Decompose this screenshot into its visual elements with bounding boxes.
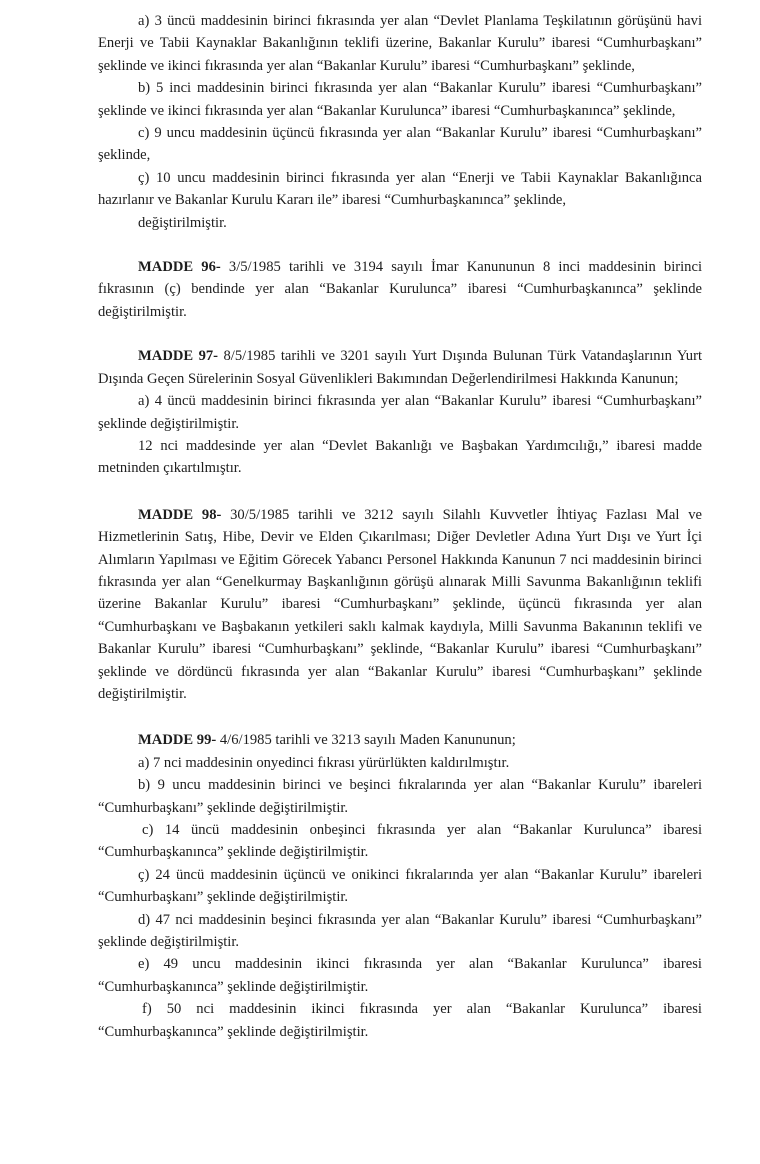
article-99-label: MADDE 99- xyxy=(138,732,217,749)
article-97-item-a: a) 4 üncü maddesinin birinci fıkrasında yer alan “Bakanlar Kurulu” ibaresi “Cumhurbaşkanı” şeklinde değiştirilmiştir. xyxy=(98,393,702,432)
article-99-item-c: c) 14 üncü maddesinin onbeşinci fıkrasında yer alan “Bakanlar Kurulunca” ibaresi “Cumhurbaşkanınca” şeklinde değiştirilmiştir. xyxy=(98,822,702,861)
paragraph-cc: ç) 10 uncu maddesinin birinci fıkrasında yer alan “Enerji ve Tabii Kaynaklar Bakanlığınca hazırlanır ve Bakanlar Kurulu Kararı ile” ibaresi “Cumhurbaşkanınca” şeklinde, xyxy=(98,169,702,209)
article-97-label: MADDE 97- xyxy=(138,348,219,365)
article-96-label: MADDE 96- xyxy=(138,259,221,276)
article-98-text: 30/5/1985 tarihli ve 3212 sayılı Silahlı Kuvvetler İhtiyaç Fazlası Mal ve Hizmetlerinin Satış, Hibe, Devir ve Elden Çıkarılması; Diğer Devletler Adına Yurt Dışı ve Yurt İçi Alımların Yapılması ve Eğitim Görecek Yabancı Personel Hakkında Kanunun 7 nci maddesinin birinci fıkrasında yer alan “Genelkurmay Başkanlığının görüşü alınarak Milli Savunma Bakanlığının teklifi üzerine Bakanlar Kurulu” ibaresi “Cumhurbaşkanı” şeklinde, üçüncü fıkrasında yer alan “Cumhurbaşkanı ve Başbakanın yetkileri saklı kalmak kaydıyla, Milli Savunma Bakanının teklifi ve Bakanlar Kurulu” ibaresi “Cumhurbaşkanı” şeklinde, “Bakanlar Kurulu” ibaresi “Cumhurbaşkanı” şeklinde ve dördüncü fıkrasında yer alan “Bakanlar Kurulu” ibaresi “Cumhurbaşkanı” şeklinde değiştirilmiştir. xyxy=(98,506,703,702)
paragraph-a: a) 3 üncü maddesinin birinci fıkrasında yer alan “Devlet Planlama Teşkilatının görüşünü havi Enerji ve Tabii Kaynaklar Bakanlığının teklifi üzerine, Bakanlar Kurulu” ibaresi “Cumhurbaşkanı” şeklinde ve ikinci fıkrasında yer alan “Bakanlar Kurulu” ibaresi “Cumhurbaşkanı” şeklinde, xyxy=(98,13,702,74)
article-99 xyxy=(98,729,702,751)
article-97 xyxy=(98,345,702,390)
article-99-item-f: f) 50 nci maddesinin ikinci fıkrasında yer alan “Bakanlar Kurulunca” ibaresi “Cumhurbaşkanınca” şeklinde değiştirilmiştir. xyxy=(98,1001,702,1040)
article-99-item-cc: ç) 24 üncü maddesinin üçüncü ve onikinci fıkralarında yer alan “Bakanlar Kurulu” ibareleri “Cumhurbaşkanı” şeklinde değiştirilmiştir. xyxy=(98,866,702,906)
paragraph-b: b) 5 inci maddesinin birinci fıkrasında yer alan “Bakanlar Kurulu” ibaresi “Cumhurbaşkanı” şeklinde ve ikinci fıkrasında yer alan “Bakanlar Kurulunca” ibaresi “Cumhurbaşkanınca” şeklinde, xyxy=(98,80,702,119)
article-96-text: 3/5/1985 tarihli ve 3194 sayılı İmar Kanununun 8 inci maddesinin birinci fıkrasının (ç) bendinde yer alan “Bakanlar Kurulunca” ibaresi “Cumhurbaşkanınca” şeklinde değiştirilmiştir. xyxy=(98,259,703,320)
article-99-item-e: e) 49 uncu maddesinin ikinci fıkrasında yer alan “Bakanlar Kurulunca” ibaresi “Cumhurbaşkanınca” şeklinde değiştirilmiştir. xyxy=(98,956,702,995)
article-98 xyxy=(98,504,702,706)
article-97-text: 8/5/1985 tarihli ve 3201 sayılı Yurt Dışında Bulunan Türk Vatandaşlarının Yurt Dışında Geçen Sürelerinin Sosyal Güvenlikleri Bakımından Değerlendirilmesi Hakkında Kanunun; xyxy=(98,348,703,387)
paragraph-end: değiştirilmiştir. xyxy=(138,214,227,231)
article-98-label: MADDE 98- xyxy=(138,506,222,523)
article-96 xyxy=(98,256,702,323)
paragraph-c: c) 9 uncu maddesinin üçüncü fıkrasında yer alan “Bakanlar Kurulu” ibaresi “Cumhurbaşkanı” şeklinde, xyxy=(98,125,702,164)
spacer xyxy=(98,705,702,729)
spacer xyxy=(98,234,702,256)
article-99-item-a: a) 7 nci maddesinin onyedinci fıkrası yürürlükten kaldırılmıştır. xyxy=(138,754,510,771)
article-99-item-b: b) 9 uncu maddesinin birinci ve beşinci fıkralarında yer alan “Bakanlar Kurulu” ibareleri “Cumhurbaşkanı” şeklinde değiştirilmiştir. xyxy=(98,777,702,816)
article-97-item-b: 12 nci maddesinde yer alan “Devlet Bakanlığı ve Başbakan Yardımcılığı,” ibaresi madde metninden çıkartılmıştır. xyxy=(98,437,702,477)
article-99-item-d: d) 47 nci maddesinin beşinci fıkrasında yer alan “Bakanlar Kurulu” ibaresi “Cumhurbaşkanı” şeklinde değiştirilmiştir. xyxy=(98,911,702,951)
spacer xyxy=(98,323,702,345)
spacer xyxy=(98,480,702,504)
article-99-text: 4/6/1985 tarihli ve 3213 sayılı Maden Kanununun; xyxy=(216,732,516,749)
